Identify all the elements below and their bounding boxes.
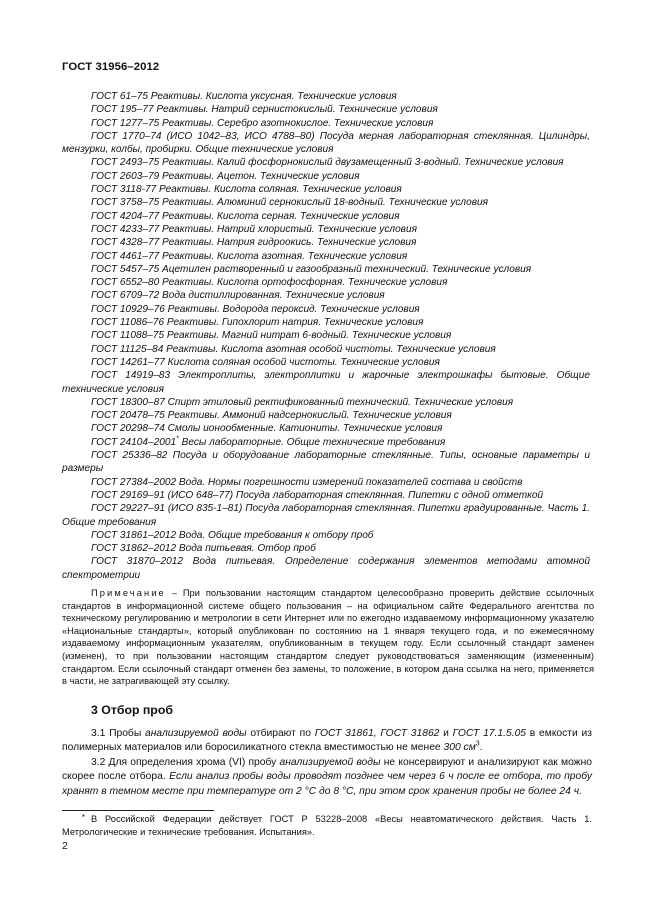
reference-item: ГОСТ 2603–79 Реактивы. Ацетон. Технические условия: [91, 170, 360, 182]
footnote-marker: *: [81, 813, 85, 822]
reference-item: ГОСТ 14919–83 Электроплиты, электроплитки и жарочные электрошкафы бытовые. Общие технические условия: [62, 370, 590, 395]
reference-item: ГОСТ 31862–2012 Вода питьевая. Отбор проб: [91, 543, 316, 555]
text-run: анализируемой воды: [279, 756, 381, 768]
reference-item: ГОСТ 4233–77 Реактивы. Натрий хлористый. Технические условия: [91, 223, 417, 235]
note-paragraph: [62, 587, 594, 688]
paragraph-3-2: [62, 756, 592, 799]
paragraph-3-1: [62, 727, 592, 756]
reference-item: ГОСТ 195–77 Реактивы. Натрий сернистокислый. Технические условия: [91, 104, 438, 116]
reference-item: ГОСТ 5457–75 Ацетилен растворенный и газообразный технический. Технические условия: [91, 263, 532, 275]
reference-item: ГОСТ 25336–82 Посуда и оборудование лабораторные стеклянные. Типы, основные параметры и размеры: [62, 450, 590, 475]
text-run: анализируемой воды: [144, 728, 247, 739]
reference-item: ГОСТ 31870–2012 Вода питьевая. Определение содержания элементов методами атомной спектрометрии: [62, 556, 590, 581]
reference-item: ГОСТ 10929–76 Реактивы. Водорода пероксид. Технические условия: [91, 303, 420, 315]
reference-item: ГОСТ 1277–75 Реактивы. Серебро азотнокислое. Технические условия: [91, 117, 434, 129]
reference-item: ГОСТ 29169–91 (ИСО 648–77) Посуда лабораторная стеклянная. Пипетки с одной отметкой: [91, 489, 544, 501]
reference-item: ГОСТ 18300–87 Спирт этиловый ректификованный технический. Технические условия: [91, 396, 514, 408]
footnote-separator: [62, 810, 214, 811]
section-heading: 3 Отбор проб: [91, 703, 173, 717]
reference-item: ГОСТ 1770–74 (ИСО 1042–83, ИСО 4788–80) Посуда мерная лабораторная стеклянная. Цилиндры, мензурки, колбы, пробирки. Общие технические условия: [62, 130, 590, 156]
reference-item: ГОСТ 20478–75 Реактивы. Аммоний надсернокислый. Технические условия: [91, 410, 452, 422]
reference-item: ГОСТ 3758–75 Реактивы. Алюминий сернокислый 18-водный. Технические условия: [91, 197, 489, 209]
text-run: 300 см: [443, 742, 476, 754]
reference-item: ГОСТ 11125–84 Реактивы. Кислота азотная особой чистоты. Технические условия: [91, 343, 496, 355]
reference-item: ГОСТ 2493–75 Реактивы. Калий фосфорнокислый двузамещенный 3-водный. Технические условия: [91, 157, 564, 169]
reference-item: ГОСТ 11088–75 Реактивы. Магний нитрат 6-водный. Технические условия: [91, 330, 452, 342]
footnote: [62, 812, 592, 838]
text-run: Если анализ пробы воды проводят позднее чем через 6 ч после ее отбора, то пробу хранят в темном месте при температуре от 2 °С до 8 °С, при этом срок хранения пробы не более 24 ч.: [62, 771, 592, 797]
reference-item: ГОСТ 6552–80 Реактивы. Кислота ортофосфорная. Технические условия: [91, 277, 448, 289]
text-run: 3.2 Для определения хрома (VI) пробу: [91, 756, 280, 768]
text-run: в емкости из полимерных материалов или боросиликатного стекла вместимостью не менее: [62, 728, 593, 754]
reference-item: ГОСТ 14261–77 Кислота соляная особой чистоты. Технические условия: [91, 356, 440, 368]
section-body: [62, 727, 592, 799]
reference-item: ГОСТ 3118-77 Реактивы. Кислота соляная. Технические условия: [91, 184, 402, 196]
reference-item: ГОСТ 20298–74 Смолы ионообменные. Катиониты. Технические условия: [91, 423, 443, 435]
note-label: Примечание: [91, 588, 166, 598]
text-run: не консервируют и анализируют как можно скорее после отбора.: [62, 756, 592, 783]
reference-item: ГОСТ 4204–77 Реактивы. Кислота серная. Технические условия: [91, 210, 400, 222]
footnote-marker: *: [176, 435, 179, 443]
reference-item: ГОСТ 31861–2012 Вода. Общие требования к отбору проб: [91, 529, 374, 541]
text-run: отбирают по: [246, 728, 315, 739]
footnote-text: В Российской Федерации действует ГОСТ Р 53228–2008 «Весы неавтоматического действия. Часть 1. Метрологические и технические требования. Испытания».: [62, 814, 592, 837]
text-run: ГОСТ 31861, ГОСТ 31862: [314, 728, 440, 739]
text-run: ГОСТ 17.1.5.05: [452, 728, 527, 739]
text-run: .: [479, 742, 483, 754]
reference-item: ГОСТ 6709–72 Вода дистиллированная. Технические условия: [91, 290, 385, 302]
reference-code: ГОСТ 24104–2001: [91, 436, 177, 448]
reference-item: [62, 436, 590, 449]
reference-item: ГОСТ 61–75 Реактивы. Кислота уксусная. Технические условия: [91, 91, 397, 102]
normative-references-list: [62, 90, 590, 582]
text-run: и: [439, 728, 453, 739]
reference-item: ГОСТ 29227–91 (ИСО 835-1–81) Посуда лабораторная стеклянная. Пипетки градуированные. Часть 1. Общие требования: [62, 503, 590, 528]
page-header: ГОСТ 31956–2012: [62, 61, 160, 73]
reference-item: ГОСТ 4461–77 Реактивы. Кислота азотная. Технические условия: [91, 250, 408, 262]
reference-item: ГОСТ 27384–2002 Вода. Нормы погрешности измерений показателей состава и свойств: [91, 476, 523, 488]
text-run: 3.1 Пробы: [91, 728, 145, 739]
reference-title: Весы лабораторные. Общие технические требования: [178, 436, 446, 448]
note-text: – При пользовании настоящим стандартом целесообразно проверить действие ссылочных стандартов в информационной системе общего пользования – на официальном сайте Федерального агентства по техническому регулированию и метрологии в сети Интернет или по ежегодно издаваемому информационному указателю «Национальные стандарты», который опубликован по состоянию на 1 января текущего года, и по ежемесячному издаваемому информационным указателям, опубликованным в текущем году. Если ссылочный стандарт заменен (изменен), то при пользовании настоящим стандартом следует руководствоваться заменяющим (измененным) стандартом. Если ссылочный стандарт отменен без замены, то положение, в котором дана ссылка на него, применяется в части, не затрагивающей эту ссылку.: [62, 588, 594, 687]
reference-item: ГОСТ 11086–76 Реактивы. Гипохлорит натрия. Технические условия: [91, 317, 424, 329]
page-number: 2: [62, 840, 68, 852]
superscript: 3: [475, 740, 480, 748]
reference-item: ГОСТ 4328–77 Реактивы. Натрия гидроокись. Технические условия: [91, 237, 417, 249]
